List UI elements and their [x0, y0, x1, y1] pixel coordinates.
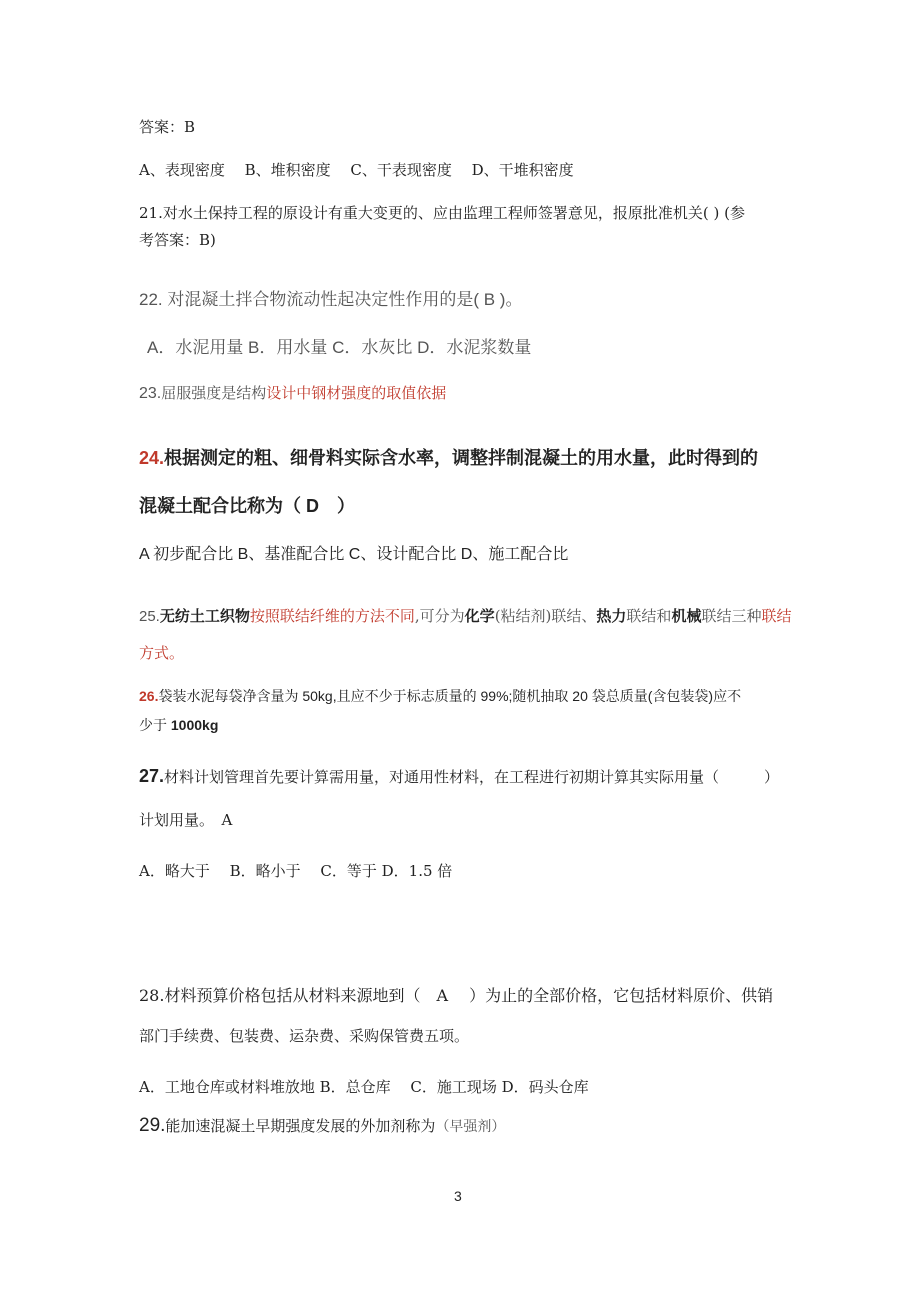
- question-text: 联结和: [626, 607, 672, 625]
- highlight-text: 联结: [761, 607, 792, 625]
- question-text: 28.材料预算价格包括从材料来源地到（ A ）为止的全部价格，它包括材料原价、供销: [139, 986, 774, 1005]
- question-number: 29.: [139, 1115, 166, 1136]
- question-24-options: [139, 541, 568, 564]
- question-text: ,可分为: [414, 607, 465, 625]
- question-27-line2: [139, 809, 232, 830]
- question-text: 机械: [671, 607, 702, 625]
- question-28-line2: [139, 1025, 469, 1046]
- question-text: 部门手续费、包装费、运杂费、采购保管费五项。: [139, 1027, 470, 1045]
- question-text: (粘结剂)联结、: [494, 607, 597, 625]
- options-text: A．工地仓库或材料堆放地 B．总仓库 C．施工现场 D．码头仓库: [139, 1078, 589, 1096]
- question-29: [139, 1115, 505, 1137]
- highlight-text: 方式。: [139, 644, 185, 662]
- question-text: 21.对水土保持工程的原设计有重大变更的、应由监理工程师签署意见，报原批准机关( ) (参: [139, 204, 745, 222]
- question-24-line2: [139, 492, 355, 518]
- question-27-line1: [139, 766, 779, 787]
- options-text: A、表现密度 B、堆积密度 C、干表现密度 D、干堆积密度: [139, 161, 574, 179]
- question-28-options: [139, 1076, 589, 1097]
- question-25-line1: [139, 605, 791, 626]
- question-25-line2: [139, 642, 184, 663]
- question-28-line1: [139, 983, 773, 1006]
- question-text: 能加速混凝土早期强度发展的外加剂称为: [165, 1117, 436, 1135]
- question-26-line2: [139, 715, 218, 735]
- question-text: 材料计划管理首先要计算需用量，对通用性材料，在工程进行初期计算其实际用量（ ）: [164, 768, 780, 786]
- question-text: 联结三种: [701, 607, 762, 625]
- options-text: A．略大于 B．略小于 C．等于 D．1.5 倍: [139, 862, 453, 880]
- question-number: 25.: [139, 608, 160, 625]
- question-text: 屈服强度是结构: [161, 384, 267, 402]
- question-21-line1: [139, 202, 745, 223]
- question-text: 袋装水泥每袋净含量为 50kg,且应不少于标志质量的 99%;随机抽取 20 袋总质量(含包装袋)应不: [158, 688, 742, 704]
- page-number: 3: [454, 1188, 462, 1204]
- question-number: 27.: [139, 766, 165, 786]
- question-text: 根据测定的粗、细骨料实际含水率，调整拌制混凝土的用水量，此时得到的: [164, 448, 759, 468]
- options-line: [139, 159, 574, 180]
- question-text: 考答案：B): [139, 231, 216, 249]
- question-26-line1: [139, 686, 741, 706]
- question-number: 26.: [139, 688, 159, 704]
- question-text: 少于: [139, 717, 171, 733]
- question-text: 化学: [464, 607, 495, 625]
- options-text: A．水泥用量 B．用水量 C．水灰比 D．水泥浆数量: [147, 338, 532, 357]
- options-text: A 初步配合比 B、基准配合比 C、设计配合比 D、施工配合比: [139, 546, 569, 563]
- question-number: 23.: [139, 385, 162, 402]
- question-text: 计划用量。 A: [139, 811, 233, 829]
- question-24-line1: [139, 444, 758, 470]
- question-22-options: [147, 333, 531, 358]
- answer-text: （早强剂）: [435, 1119, 506, 1135]
- highlight-text: 按照联结纤维的方法不同: [249, 607, 415, 625]
- question-text: 热力: [596, 607, 627, 625]
- highlight-text: 设计中钢材强度的取值依据: [266, 384, 447, 402]
- question-23: [139, 382, 446, 403]
- question-text: 22. 对混凝土拌合物流动性起决定性作用的是( B )。: [139, 290, 523, 309]
- question-text: 1000kg: [170, 717, 219, 733]
- question-27-options: [139, 860, 452, 881]
- question-22: [139, 285, 522, 310]
- question-number: 24.: [139, 448, 165, 468]
- question-text: 混凝土配合比称为（ D ）: [139, 496, 355, 516]
- question-text: 无纺土工织物: [159, 607, 250, 625]
- question-21-line2: [139, 229, 216, 250]
- answer-line: [139, 116, 195, 137]
- answer-text: 答案：B: [139, 118, 196, 136]
